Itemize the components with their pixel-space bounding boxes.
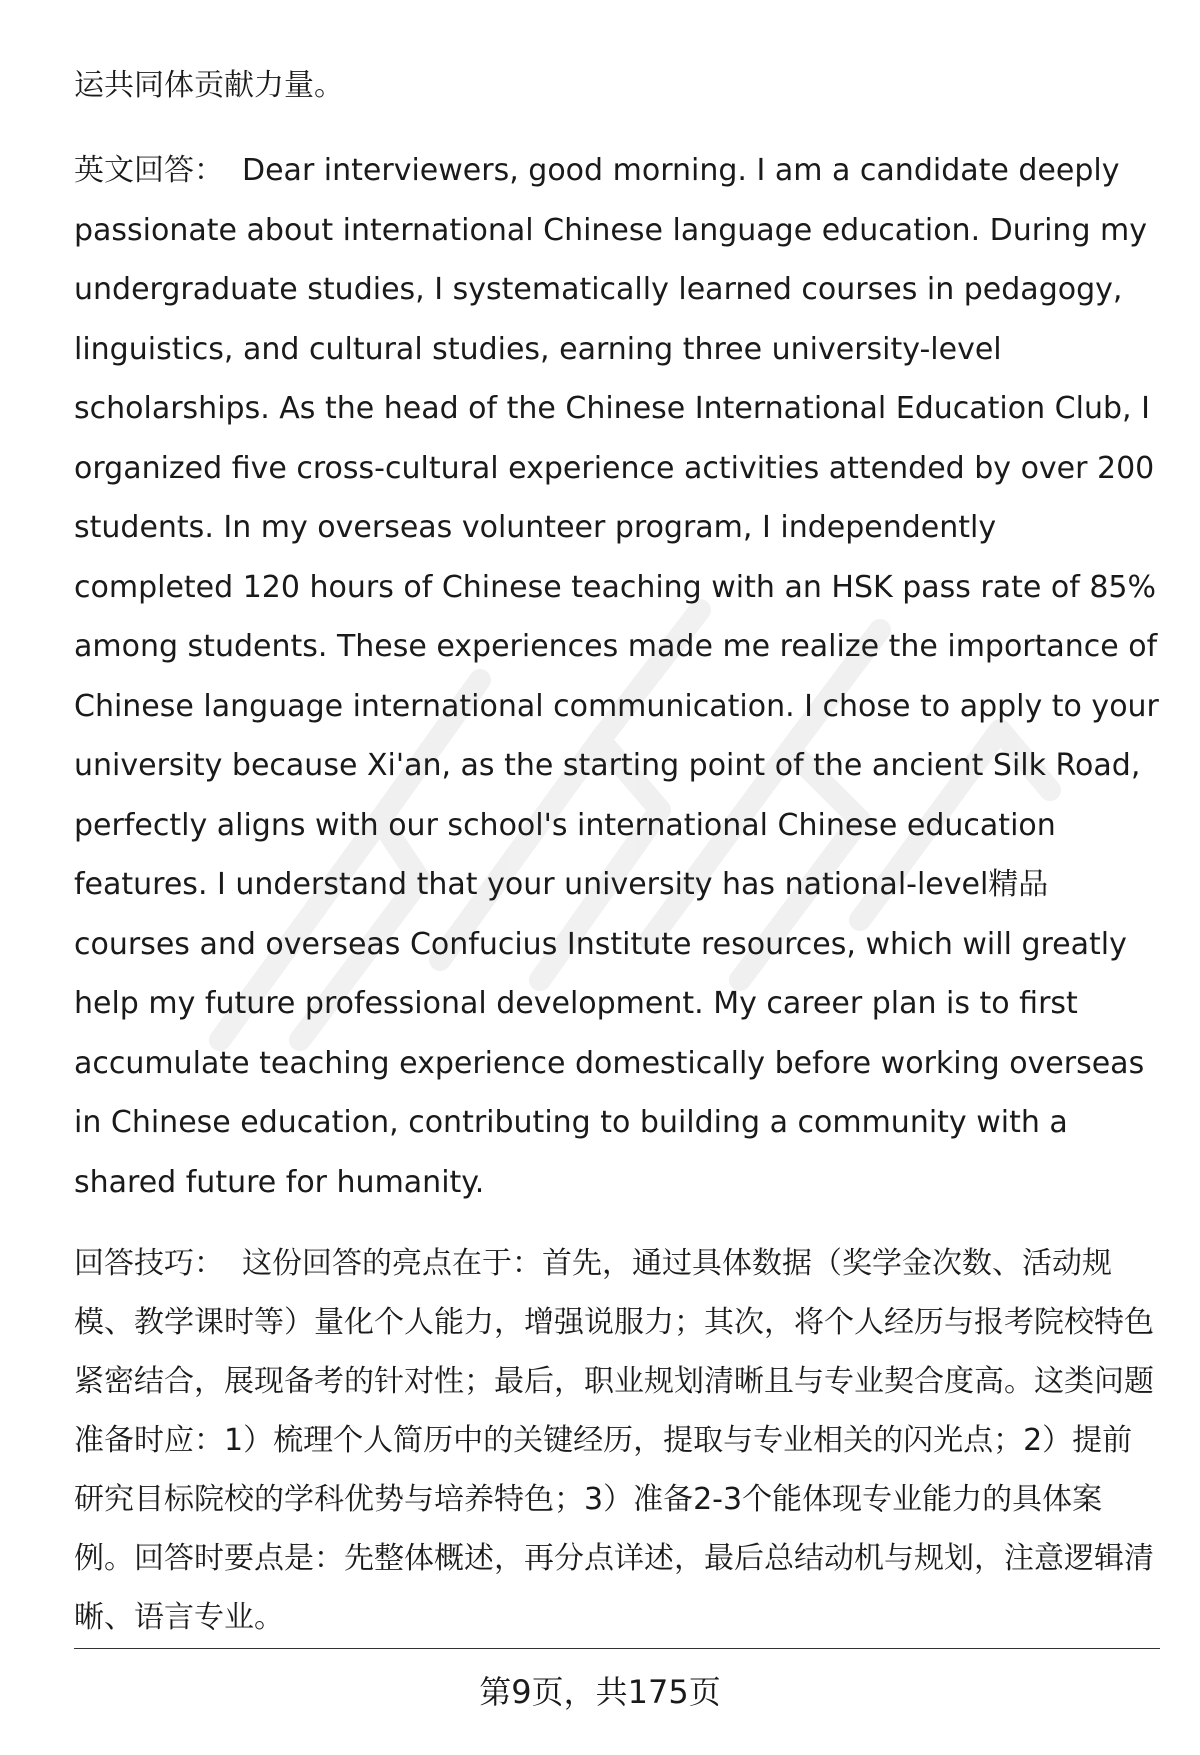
english-answer-text: Dear interviewers, good morning. I am a candidate deeply passionate about international Chinese language education. During my undergraduate studies, I systematically learned courses in pedagogy, linguistics, and cultural studies, earning three university-level scholarships. As the head of the Chinese International Education Club, I organized five cross-cultural experience activities attended by over 200 students. In my overseas volunteer program, I independently completed 120 hours of Chinese teaching with an HSK pass rate of 85% among students. These experiences made me realize the importance of Chinese language international communication. I chose to apply to your university because Xi'an, as the starting point of the ancient Silk Road, perfectly aligns with our school's international Chinese education features. I understand that your university has national-level精品courses and overseas Confucius Institute resources, which will greatly help my future professional development. My career plan is to first accumulate teaching experience domestically before working overseas in Chinese education, contributing to building a community with a shared future for humanity.	[74, 153, 1159, 1200]
english-answer-paragraph	[74, 141, 1160, 1212]
intro-tail-text: 运共同体贡献力量。	[74, 68, 344, 103]
answer-tips-label: 回答技巧：	[74, 1246, 224, 1281]
page-number: 第9页，共175页	[479, 1673, 721, 1711]
answer-tips-text: 这份回答的亮点在于：首先，通过具体数据（奖学金次数、活动规模、教学课时等）量化个人能力，增强说服力；其次，将个人经历与报考院校特色紧密结合，展现备考的针对性；最后，职业规划清晰且与专业契合度高。这类问题准备时应：1）梳理个人简历中的关键经历，提取与专业相关的闪光点；2）提前研究目标院校的学科优势与培养特色；3）准备2-3个能体现专业能力的具体案例。回答时要点是：先整体概述，再分点详述，最后总结动机与规划，注意逻辑清晰、语言专业。	[74, 1246, 1154, 1635]
footer-divider	[74, 1648, 1160, 1649]
english-answer-label: 英文回答：	[74, 153, 224, 188]
document-body	[74, 56, 1160, 1647]
answer-tips-paragraph	[74, 1234, 1160, 1647]
